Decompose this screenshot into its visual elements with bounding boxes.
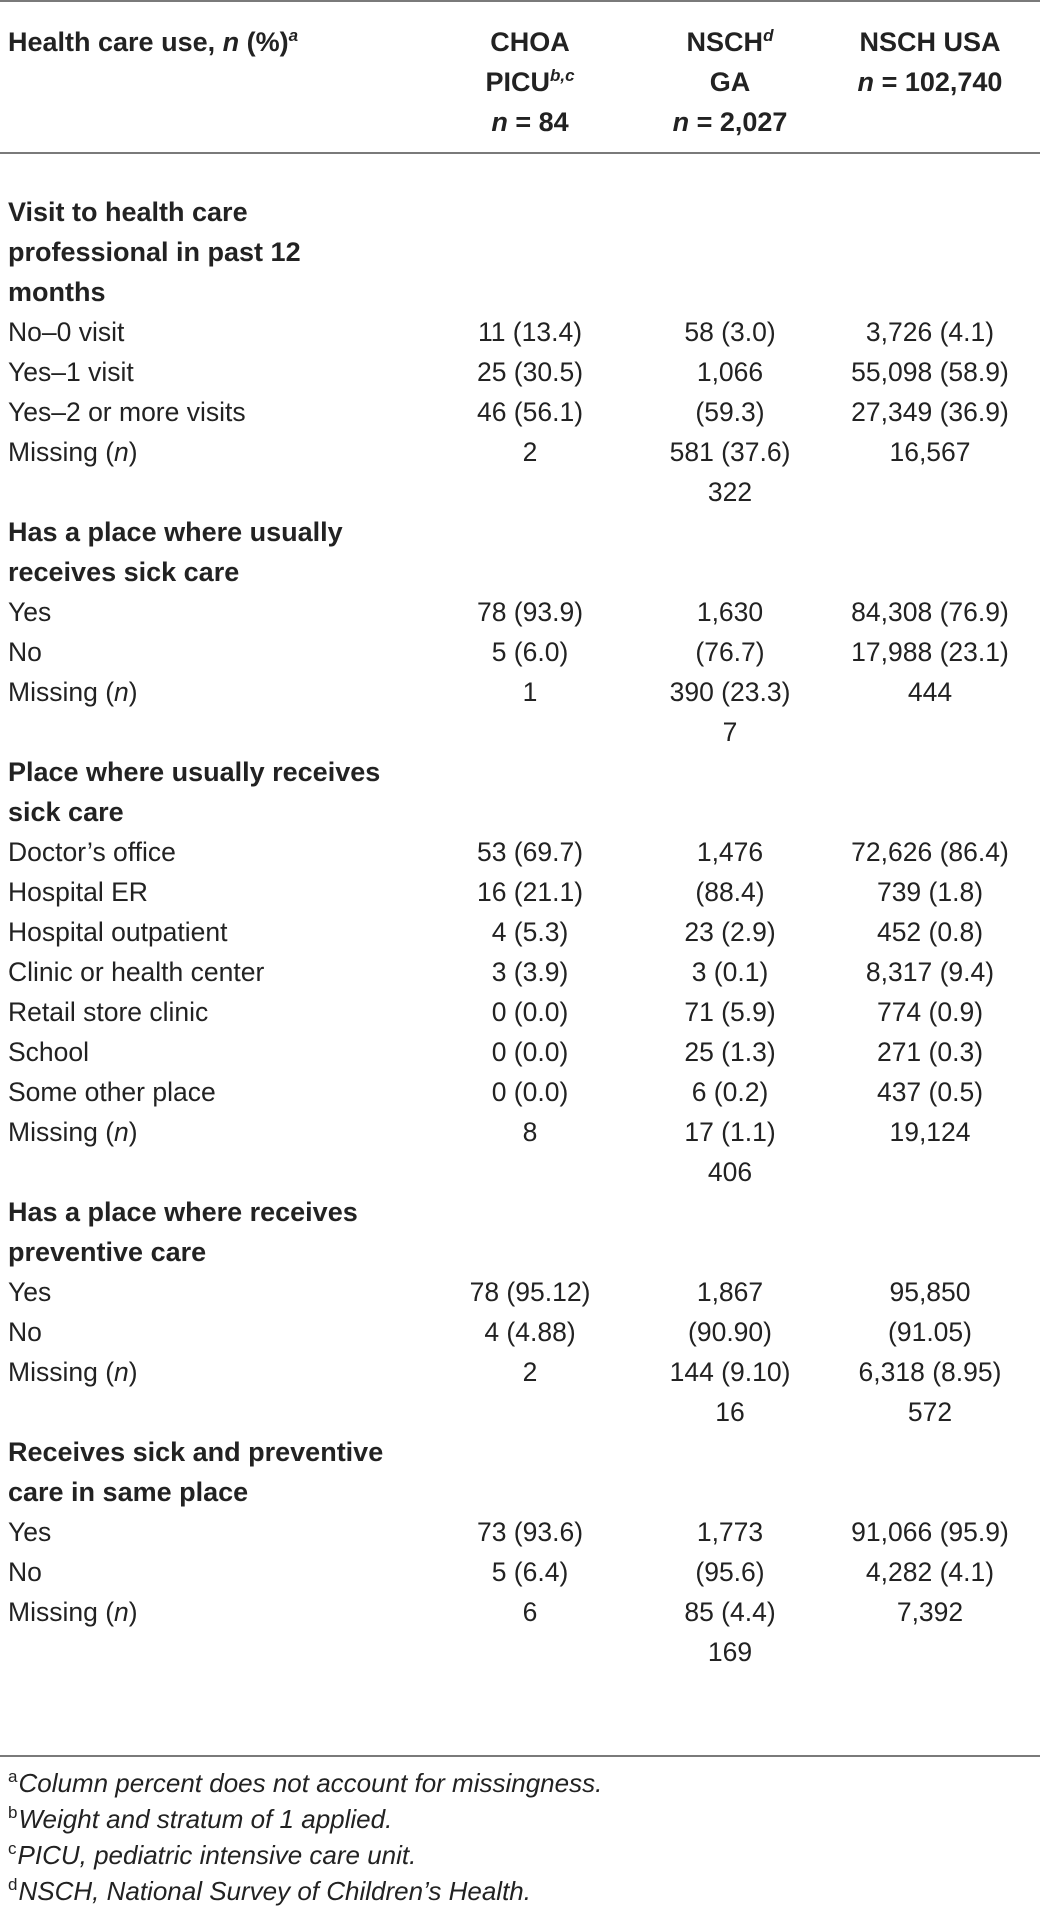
- cell-choa-picu: 2: [522, 437, 538, 467]
- cell-nsch-ga: (59.3): [695, 397, 765, 427]
- cell-nsch-usa: 27,349 (36.9): [851, 397, 1009, 427]
- table-row: [0, 432, 1040, 472]
- cell-choa-picu: 4 (4.88): [484, 1317, 576, 1347]
- row-label: Missing (n): [8, 437, 138, 467]
- empty-cell: [820, 1192, 1040, 1272]
- row-label: Some other place: [8, 1077, 216, 1107]
- row-label: Hospital outpatient: [8, 917, 228, 947]
- cell-choa-picu: 46 (56.1): [476, 397, 584, 427]
- cell-nsch-usa: 6,318 (8.95): [858, 1357, 1002, 1387]
- cell-choa-picu: 0 (0.0): [491, 1037, 569, 1067]
- section-heading: Visit to health care professional in past 12 months: [8, 197, 301, 307]
- cell-nsch-usa: 774 (0.9): [876, 997, 984, 1027]
- cell-nsch-ga: 1,066: [696, 357, 764, 387]
- row-label: Missing (n): [8, 1357, 138, 1387]
- row-label: Yes: [8, 597, 52, 627]
- cell-nsch-usa: 72,626 (86.4): [851, 837, 1009, 867]
- row-label: No: [8, 637, 42, 667]
- cell-choa-picu: 73 (93.6): [476, 1517, 584, 1547]
- empty-cell: [420, 752, 640, 832]
- cell-nsch-usa: 7,392: [896, 1597, 964, 1627]
- table-row: [0, 1392, 1040, 1432]
- footnote-text: NSCH, National Survey of Children’s Health.: [18, 1876, 531, 1906]
- cell-choa-picu: 5 (6.4): [491, 1557, 569, 1587]
- cell-choa-picu: 5 (6.0): [491, 637, 569, 667]
- table-row: [0, 1632, 1040, 1672]
- cell-nsch-ga: 1,773: [696, 1517, 764, 1547]
- cell-nsch-ga: 17 (1.1): [684, 1117, 776, 1147]
- cell-nsch-ga: 7: [722, 717, 738, 747]
- empty-cell: [640, 1192, 820, 1272]
- cell-nsch-usa: 271 (0.3): [876, 1037, 984, 1067]
- table-row: [0, 1512, 1040, 1552]
- cell-nsch-ga: 85 (4.4): [684, 1597, 776, 1627]
- row-label: [0, 1632, 420, 1672]
- empty-cell: [640, 752, 820, 832]
- cell-nsch-usa: 3,726 (4.1): [865, 317, 995, 347]
- empty-cell: [820, 512, 1040, 592]
- table-row: [0, 1352, 1040, 1392]
- row-label: No–0 visit: [8, 317, 125, 347]
- row-label: School: [8, 1037, 90, 1067]
- empty-cell: [820, 1432, 1040, 1512]
- section-heading: Has a place where usually receives sick care: [8, 517, 343, 587]
- table-row: [0, 352, 1040, 392]
- table-row: [0, 1592, 1040, 1632]
- cell-nsch-usa: 572: [907, 1397, 953, 1427]
- section-row: [0, 1432, 1040, 1512]
- italic-n: n: [114, 1357, 129, 1387]
- cell-nsch-usa: 8,317 (9.4): [865, 957, 995, 987]
- cell-nsch-usa: 84,308 (76.9): [851, 597, 1009, 627]
- empty-cell: [420, 512, 640, 592]
- table-row: [0, 1552, 1040, 1592]
- table-row: [0, 592, 1040, 632]
- cell-choa-picu: [420, 712, 640, 752]
- cell-nsch-ga: 581 (37.6): [669, 437, 791, 467]
- empty-cell: [820, 752, 1040, 832]
- table-row: [0, 912, 1040, 952]
- table-row: [0, 952, 1040, 992]
- cell-nsch-usa: 4,282 (4.1): [865, 1557, 995, 1587]
- row-label: Yes: [8, 1277, 52, 1307]
- cell-nsch-usa: 739 (1.8): [876, 877, 984, 907]
- footnote-mark: c: [8, 1839, 17, 1859]
- table-row: [0, 672, 1040, 712]
- italic-n: n: [114, 677, 129, 707]
- cell-choa-picu: 78 (93.9): [476, 597, 584, 627]
- table-body: [0, 172, 1040, 1672]
- cell-nsch-ga: 144 (9.10): [669, 1357, 791, 1387]
- row-label: Missing (n): [8, 1117, 138, 1147]
- row-label: Missing (n): [8, 677, 138, 707]
- bottom-rule: [0, 1755, 1040, 1757]
- cell-nsch-ga: 390 (23.3): [669, 677, 791, 707]
- cell-nsch-ga: 6 (0.2): [691, 1077, 769, 1107]
- row-label: No: [8, 1317, 42, 1347]
- row-label: Retail store clinic: [8, 997, 209, 1027]
- cell-nsch-usa: 16,567: [889, 437, 971, 467]
- row-label: [0, 712, 420, 752]
- cell-nsch-usa: [820, 1152, 1040, 1192]
- cell-choa-picu: [420, 1152, 640, 1192]
- cell-choa-picu: 1: [522, 677, 538, 707]
- section-row: [0, 752, 1040, 832]
- empty-cell: [640, 1432, 820, 1512]
- empty-cell: [420, 1432, 640, 1512]
- cell-nsch-ga: 23 (2.9): [684, 917, 776, 947]
- cell-nsch-ga: (88.4): [695, 877, 765, 907]
- footnote: [8, 1765, 1028, 1801]
- cell-nsch-ga: 406: [707, 1157, 753, 1187]
- cell-choa-picu: 11 (13.4): [477, 317, 583, 347]
- cell-choa-picu: 0 (0.0): [491, 1077, 569, 1107]
- footnote-mark: d: [8, 1875, 18, 1895]
- row-label: Hospital ER: [8, 877, 148, 907]
- section-row: [0, 1192, 1040, 1272]
- footnotes: [8, 1765, 1028, 1909]
- cell-nsch-usa: 91,066 (95.9): [851, 1517, 1009, 1547]
- cell-nsch-ga: 25 (1.3): [684, 1037, 776, 1067]
- table-row: [0, 872, 1040, 912]
- row-label: Doctor’s office: [8, 837, 176, 867]
- cell-choa-picu: [420, 1632, 640, 1672]
- cell-choa-picu: [420, 472, 640, 512]
- header-nsch-ga: NSCH$^d$ GA n = 2,027: [672, 26, 788, 137]
- cell-nsch-usa: (91.05): [888, 1317, 972, 1347]
- footnote: [8, 1873, 1028, 1909]
- cell-choa-picu: 3 (3.9): [491, 957, 569, 987]
- table-row: [0, 1112, 1040, 1152]
- row-label: [0, 1152, 420, 1192]
- table-row: [0, 392, 1040, 432]
- cell-nsch-ga: 3 (0.1): [691, 957, 769, 987]
- footnote-text: PICU, pediatric intensive care unit.: [17, 1840, 417, 1870]
- table-row: [0, 1032, 1040, 1072]
- row-label: [0, 472, 420, 512]
- footnote: [8, 1837, 1028, 1873]
- header-health-care-use: Health care use, n (%)$^a$: [8, 26, 299, 57]
- cell-nsch-usa: [820, 712, 1040, 752]
- footnote-text: Weight and stratum of 1 applied.: [18, 1804, 393, 1834]
- table-row: [0, 312, 1040, 352]
- table-row: [0, 1312, 1040, 1352]
- table-row: [0, 832, 1040, 872]
- header-choa-picu: CHOA PICU$^{b,c}$ n = 84: [485, 27, 575, 137]
- cell-nsch-ga: 1,476: [696, 837, 764, 867]
- section-row: [0, 512, 1040, 592]
- row-label: No: [8, 1557, 42, 1587]
- section-heading: Place where usually receives sick care: [8, 757, 381, 827]
- row-label: Clinic or health center: [8, 957, 265, 987]
- cell-nsch-usa: 19,124: [889, 1117, 971, 1147]
- cell-nsch-usa: 17,988 (23.1): [851, 637, 1009, 667]
- cell-choa-picu: 6: [522, 1597, 538, 1627]
- footnote-text: Column percent does not account for missingness.: [18, 1768, 603, 1798]
- table-row: [0, 472, 1040, 512]
- cell-choa-picu: 8: [522, 1117, 538, 1147]
- row-label: Yes–2 or more visits: [8, 397, 246, 427]
- empty-cell: [640, 192, 820, 312]
- cell-choa-picu: 4 (5.3): [491, 917, 569, 947]
- cell-nsch-usa: 95,850: [889, 1277, 971, 1307]
- cell-nsch-ga: 16: [715, 1397, 745, 1427]
- italic-n: n: [114, 437, 129, 467]
- row-label: Yes: [8, 1517, 52, 1547]
- cell-choa-picu: 16 (21.1): [476, 877, 584, 907]
- cell-nsch-ga: 71 (5.9): [684, 997, 776, 1027]
- cell-nsch-ga: 1,867: [696, 1277, 764, 1307]
- cell-nsch-usa: 452 (0.8): [876, 917, 984, 947]
- cell-nsch-usa: [820, 1632, 1040, 1672]
- empty-cell: [820, 192, 1040, 312]
- cell-choa-picu: 25 (30.5): [476, 357, 584, 387]
- empty-cell: [420, 192, 640, 312]
- cell-choa-picu: 53 (69.7): [476, 837, 584, 867]
- footnote-mark: a: [8, 1767, 18, 1787]
- empty-cell: [420, 1192, 640, 1272]
- cell-nsch-usa: [820, 472, 1040, 512]
- footnote-mark: b: [8, 1803, 18, 1823]
- cell-choa-picu: 0 (0.0): [491, 997, 569, 1027]
- row-label: [0, 1392, 420, 1432]
- cell-nsch-ga: (76.7): [695, 637, 765, 667]
- cell-nsch-ga: 322: [707, 477, 753, 507]
- cell-nsch-ga: (90.90): [688, 1317, 772, 1347]
- italic-n: n: [114, 1117, 129, 1147]
- cell-nsch-usa: 444: [907, 677, 953, 707]
- table-row: [0, 632, 1040, 672]
- italic-n: n: [114, 1597, 129, 1627]
- table-row: [0, 1072, 1040, 1112]
- section-heading: Has a place where receives preventive care: [8, 1197, 358, 1267]
- table-row: [0, 712, 1040, 752]
- cell-nsch-usa: 437 (0.5): [876, 1077, 984, 1107]
- cell-nsch-ga: 58 (3.0): [684, 317, 776, 347]
- table-row: [0, 1152, 1040, 1192]
- cell-nsch-ga: (95.6): [695, 1557, 765, 1587]
- header-row: [0, 0, 1040, 172]
- cell-nsch-usa: 55,098 (58.9): [851, 357, 1009, 387]
- table-row: [0, 992, 1040, 1032]
- header-nsch-usa: NSCH USA n = 102,740: [857, 27, 1003, 97]
- row-label: Missing (n): [8, 1597, 138, 1627]
- cell-choa-picu: 78 (95.12): [469, 1277, 591, 1307]
- row-label: Yes–1 visit: [8, 357, 134, 387]
- table-row: [0, 1272, 1040, 1312]
- empty-cell: [640, 512, 820, 592]
- section-row: [0, 192, 1040, 312]
- cell-choa-picu: 2: [522, 1357, 538, 1387]
- cell-nsch-ga: 1,630: [696, 597, 764, 627]
- section-heading: Receives sick and preventive care in same place: [8, 1437, 384, 1507]
- cell-nsch-ga: 169: [707, 1637, 753, 1667]
- footnote: [8, 1801, 1028, 1837]
- cell-choa-picu: [420, 1392, 640, 1432]
